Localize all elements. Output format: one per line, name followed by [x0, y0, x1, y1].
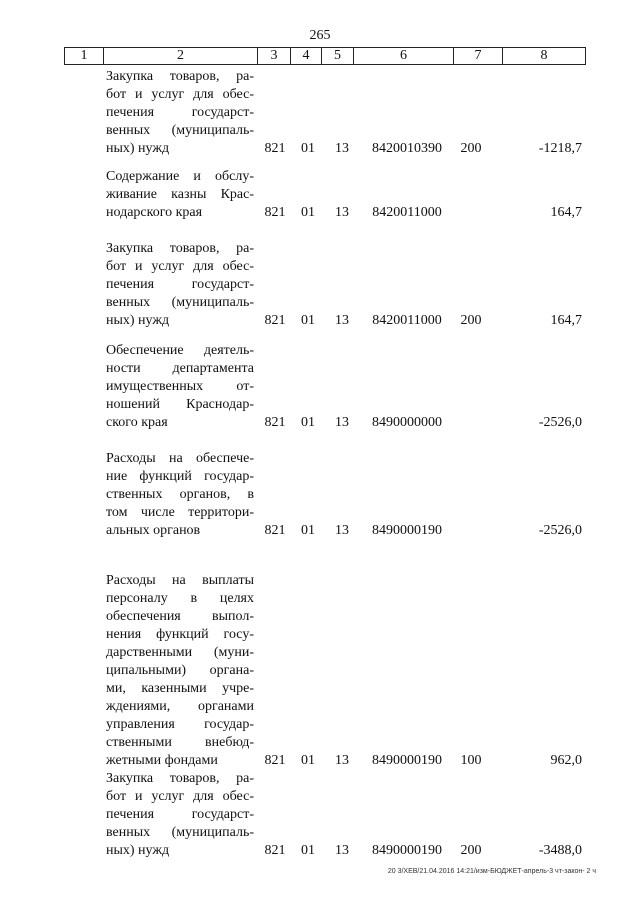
row-c7: 100: [460, 753, 482, 768]
description-line: нодарского края: [106, 205, 203, 220]
row-c6: 8490000000: [372, 415, 442, 430]
row-c8: -1218,7: [538, 141, 582, 156]
row-c7: 200: [460, 843, 482, 858]
description-line: ципальными) органа-: [106, 663, 254, 678]
header-col-6: 6: [353, 48, 453, 64]
description-line: Расходы на выплаты: [106, 573, 254, 588]
row-c4: 01: [301, 843, 315, 858]
description-line: Закупка товаров, ра-: [106, 241, 254, 256]
description-line: нения функций госу-: [106, 627, 254, 642]
description-line: бот и услуг для обес-: [106, 259, 254, 274]
row-c6: 8490000190: [372, 523, 442, 538]
description-line: ми, казенными учре-: [106, 681, 254, 696]
header-col-2: 2: [103, 48, 257, 64]
description-line: бот и услуг для обес-: [106, 87, 254, 102]
description-line: Закупка товаров, ра-: [106, 69, 254, 84]
footer-stamp: 20 3/ХЕВ/21.04.2016 14:21/изм-БЮДЖЕТ-апрель-3 чт-закон- 2 ч: [387, 868, 596, 875]
description-line: венных (муниципаль-: [106, 825, 254, 840]
description-line: ных) нужд: [106, 141, 170, 156]
row-description: [106, 68, 254, 158]
description-line: Закупка товаров, ра-: [106, 771, 254, 786]
description-line: имущественных от-: [106, 379, 254, 394]
description-line: обеспечения выпол-: [106, 609, 254, 624]
row-description: [106, 770, 254, 860]
row-c3: 821: [264, 313, 286, 328]
row-c5: 13: [335, 415, 349, 430]
header-col-3: 3: [257, 48, 290, 64]
row-c4: 01: [301, 523, 315, 538]
row-c3: 821: [264, 843, 286, 858]
description-line: ности департамента: [106, 361, 254, 376]
row-c8: -3488,0: [538, 843, 582, 858]
row-c8: 164,7: [550, 205, 582, 220]
description-line: том числе территори-: [106, 505, 254, 520]
header-col-4: 4: [290, 48, 321, 64]
row-c4: 01: [301, 753, 315, 768]
row-c6: 8420011000: [372, 313, 442, 328]
row-c4: 01: [301, 205, 315, 220]
description-line: дарственными (муни-: [106, 645, 254, 660]
description-line: ственными внебюд-: [106, 735, 254, 750]
row-c3: 821: [264, 415, 286, 430]
row-c5: 13: [335, 523, 349, 538]
row-c3: 821: [264, 141, 286, 156]
page-number: 265: [309, 28, 331, 43]
header-col-7: 7: [453, 48, 502, 64]
description-line: ского края: [106, 415, 168, 430]
description-line: Расходы на обеспече-: [106, 451, 254, 466]
row-c8: -2526,0: [538, 523, 582, 538]
row-c4: 01: [301, 415, 315, 430]
row-description: [106, 450, 254, 540]
row-c3: 821: [264, 205, 286, 220]
description-line: Содержание и обслу-: [106, 169, 254, 184]
row-c5: 13: [335, 843, 349, 858]
description-line: ношений Краснодар-: [106, 397, 254, 412]
description-line: управления государ-: [106, 717, 254, 732]
row-c4: 01: [301, 313, 315, 328]
row-c4: 01: [301, 141, 315, 156]
row-description: [106, 572, 254, 770]
description-line: венных (муниципаль-: [106, 295, 254, 310]
header-col-5: 5: [321, 48, 353, 64]
row-c8: 962,0: [550, 753, 582, 768]
row-description: [106, 342, 254, 432]
row-c5: 13: [335, 753, 349, 768]
description-line: бот и услуг для обес-: [106, 789, 254, 804]
row-c3: 821: [264, 523, 286, 538]
row-description: [106, 168, 254, 222]
row-c6: 8490000190: [372, 843, 442, 858]
row-description: [106, 240, 254, 330]
description-line: живание казны Крас-: [106, 187, 254, 202]
row-c6: 8490000190: [372, 753, 442, 768]
header-col-8: 8: [502, 48, 585, 64]
description-line: ных) нужд: [106, 313, 170, 328]
row-c5: 13: [335, 205, 349, 220]
description-line: ние функций государ-: [106, 469, 254, 484]
description-line: жетными фондами: [106, 753, 218, 768]
row-c3: 821: [264, 753, 286, 768]
description-line: венных (муниципаль-: [106, 123, 254, 138]
table-header: [64, 47, 586, 65]
row-c8: -2526,0: [538, 415, 582, 430]
description-line: ственных органов, в: [106, 487, 254, 502]
description-line: ных) нужд: [106, 843, 170, 858]
row-c6: 8420011000: [372, 205, 442, 220]
description-line: Обеспечение деятель-: [106, 343, 254, 358]
description-line: ждениями, органами: [106, 699, 254, 714]
header-col-1: 1: [80, 48, 88, 63]
row-c5: 13: [335, 141, 349, 156]
description-line: печения государст-: [106, 105, 254, 120]
description-line: печения государст-: [106, 277, 254, 292]
row-c8: 164,7: [550, 313, 582, 328]
row-c6: 8420010390: [372, 141, 442, 156]
row-c5: 13: [335, 313, 349, 328]
row-c7: 200: [460, 141, 482, 156]
description-line: персоналу в целях: [106, 591, 254, 606]
description-line: печения государст-: [106, 807, 254, 822]
description-line: альных органов: [106, 523, 201, 538]
row-c7: 200: [460, 313, 482, 328]
